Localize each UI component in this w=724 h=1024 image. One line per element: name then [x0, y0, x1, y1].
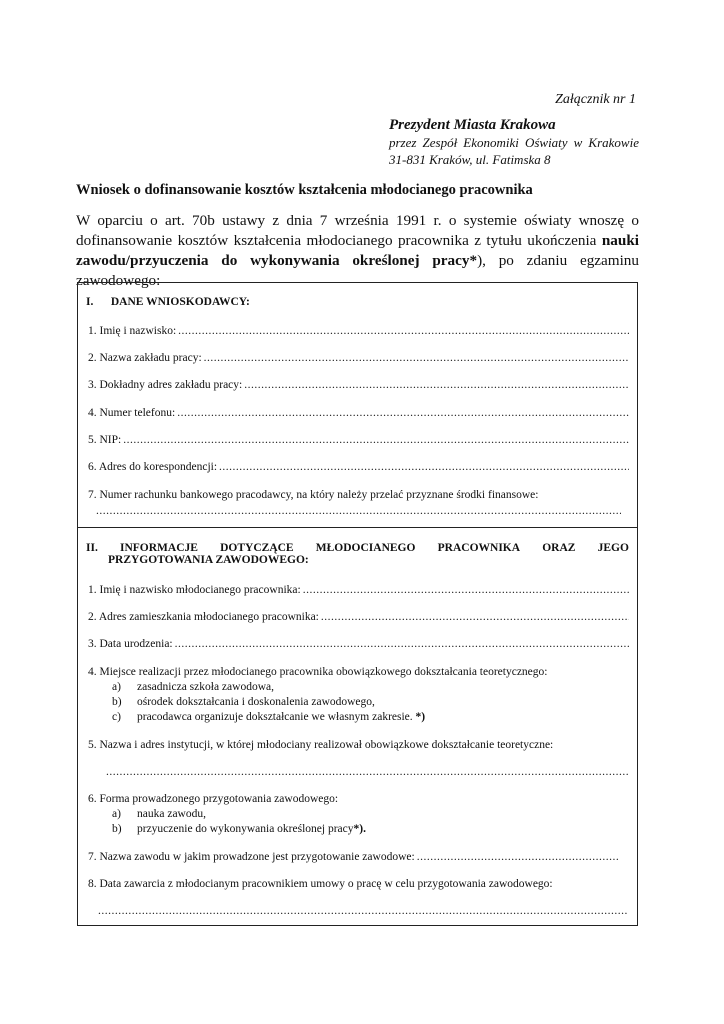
heading-word: DOTYCZĄCE: [220, 542, 294, 554]
section-number: I.: [86, 296, 94, 308]
dotted-line: [123, 434, 629, 446]
via-word: Oświaty: [524, 135, 568, 150]
option-text: pracodawca organizuje dokształcanie we własnym zakresie.: [137, 711, 416, 723]
section-1-heading: [86, 296, 629, 308]
attachment-label: Załącznik nr 1: [555, 92, 636, 107]
dotted-line: [219, 461, 629, 473]
heading-word: MŁODOCIANEGO: [315, 542, 416, 554]
field-label: 1. Imię i nazwisko młodocianego pracownika:: [88, 584, 301, 596]
dotted-line: [204, 352, 629, 364]
option-mark: b): [112, 696, 122, 708]
via-word: Zespół: [422, 135, 458, 150]
option-training-center[interactable]: [112, 696, 375, 708]
intro-text: W oparciu o art. 70b ustawy z dnia 7 września 1991 r. o systemie oświaty wnoszę o dofinansowanie kosztów kształcenia młodocianego pracownika z tytułu ukończenia: [76, 212, 639, 249]
field-label: 6. Adres do korespondencji:: [88, 461, 218, 473]
recipient-block: [389, 117, 639, 168]
applicant-name-field[interactable]: [88, 325, 629, 337]
intro-paragraph: [76, 211, 639, 291]
via-word: Krakowie: [588, 135, 639, 150]
option-employer-training[interactable]: [112, 711, 425, 723]
bank-account-field[interactable]: [96, 505, 621, 517]
field-label: 3. Dokładny adres zakładu pracy:: [88, 379, 243, 391]
option-mark: b): [112, 823, 122, 835]
option-job-training[interactable]: [112, 823, 366, 835]
field-label: 1. Imię i nazwisko:: [88, 325, 177, 337]
option-text: zasadnicza szkoła zawodowa,: [137, 681, 274, 693]
contract-date-question: 8. Data zawarcia z młodocianym pracownikiem umowy o pracę w celu przygotowania zawodowego:: [88, 878, 553, 890]
dotted-line: [417, 851, 619, 863]
footnote-mark: *): [415, 711, 426, 723]
footnote-mark: *).: [353, 823, 366, 835]
company-address-field[interactable]: [88, 379, 629, 391]
option-text: przyuczenie do wykonywania określonej pracy: [137, 823, 354, 835]
section-2-heading: [86, 542, 629, 566]
option-mark: a): [112, 808, 121, 820]
heading-word: JEGO: [597, 542, 629, 554]
worker-address-field[interactable]: [88, 611, 629, 623]
option-mark: a): [112, 681, 121, 693]
recipient-address: 31-831 Kraków, ul. Fatimska 8: [389, 152, 551, 167]
recipient-name: Prezydent Miasta Krakowa: [389, 117, 556, 133]
dotted-line: [244, 379, 629, 391]
section-2-heading-line2: PRZYGOTOWANIA ZAWODOWEGO:: [108, 554, 309, 566]
dotted-line: [178, 325, 629, 337]
heading-word: ORAZ: [542, 542, 576, 554]
company-name-field[interactable]: [88, 352, 629, 364]
dotted-line: [303, 584, 629, 596]
contract-date-field[interactable]: [98, 905, 627, 917]
field-label: 7. Nazwa zawodu w jakim prowadzone jest przygotowanie zawodowe:: [88, 851, 415, 863]
worker-name-field[interactable]: [88, 584, 629, 596]
option-text: nauka zawodu,: [137, 808, 206, 820]
profession-field[interactable]: [88, 851, 619, 863]
training-form-question: 6. Forma prowadzonego przygotowania zawodowego:: [88, 793, 339, 805]
field-label: 2. Nazwa zakładu pracy:: [88, 352, 202, 364]
bank-account-label: 7. Numer rachunku bankowego pracodawcy, na który należy przelać przyznane środki finansowe:: [88, 489, 539, 501]
phone-field[interactable]: [88, 407, 629, 419]
via-word: przez: [389, 135, 417, 150]
section-2-heading-line1: [86, 542, 629, 554]
via-word: w: [573, 135, 583, 150]
document-title: Wniosek o dofinansowanie kosztów kształcenia młodocianego pracownika: [76, 182, 533, 198]
dotted-line: [321, 611, 629, 623]
dotted-line: [175, 638, 629, 650]
field-label: 4. Numer telefonu:: [88, 407, 176, 419]
section-young-worker-box: [77, 528, 638, 926]
field-label: 2. Adres zamieszkania młodocianego pracownika:: [88, 611, 319, 623]
option-apprenticeship[interactable]: [112, 808, 206, 820]
field-label: 5. NIP:: [88, 434, 122, 446]
institution-question: 5. Nazwa i adres instytucji, w której młodociany realizował obowiązkowe dokształcanie teoretyczne:: [88, 739, 554, 751]
option-text: ośrodek dokształcania i doskonalenia zawodowego,: [137, 696, 375, 708]
option-vocational-school[interactable]: [112, 681, 274, 693]
correspondence-address-field[interactable]: [88, 461, 629, 473]
birth-date-field[interactable]: [88, 638, 629, 650]
field-label: 3. Data urodzenia:: [88, 638, 173, 650]
via-word: Ekonomiki: [463, 135, 519, 150]
recipient-via: [389, 134, 639, 151]
institution-field[interactable]: [106, 766, 629, 778]
heading-word: INFORMACJE: [120, 542, 198, 554]
section-applicant-box: [77, 282, 638, 528]
dotted-line: [177, 407, 629, 419]
nip-field[interactable]: [88, 434, 629, 446]
intro-text-end: ), po zdaniu egzaminu zawodowego:: [76, 252, 639, 289]
section-number: II.: [86, 542, 98, 554]
heading-word: PRACOWNIKA: [437, 542, 521, 554]
section-title: DANE WNIOSKODAWCY:: [110, 296, 250, 308]
option-mark: c): [112, 711, 121, 723]
intro-bold: nauki zawodu/przyuczenia do wykonywania określonej pracy*: [76, 232, 639, 269]
education-place-question: 4. Miejsce realizacji przez młodocianego pracownika obowiązkowego dokształcania teoretycznego:: [88, 666, 548, 678]
